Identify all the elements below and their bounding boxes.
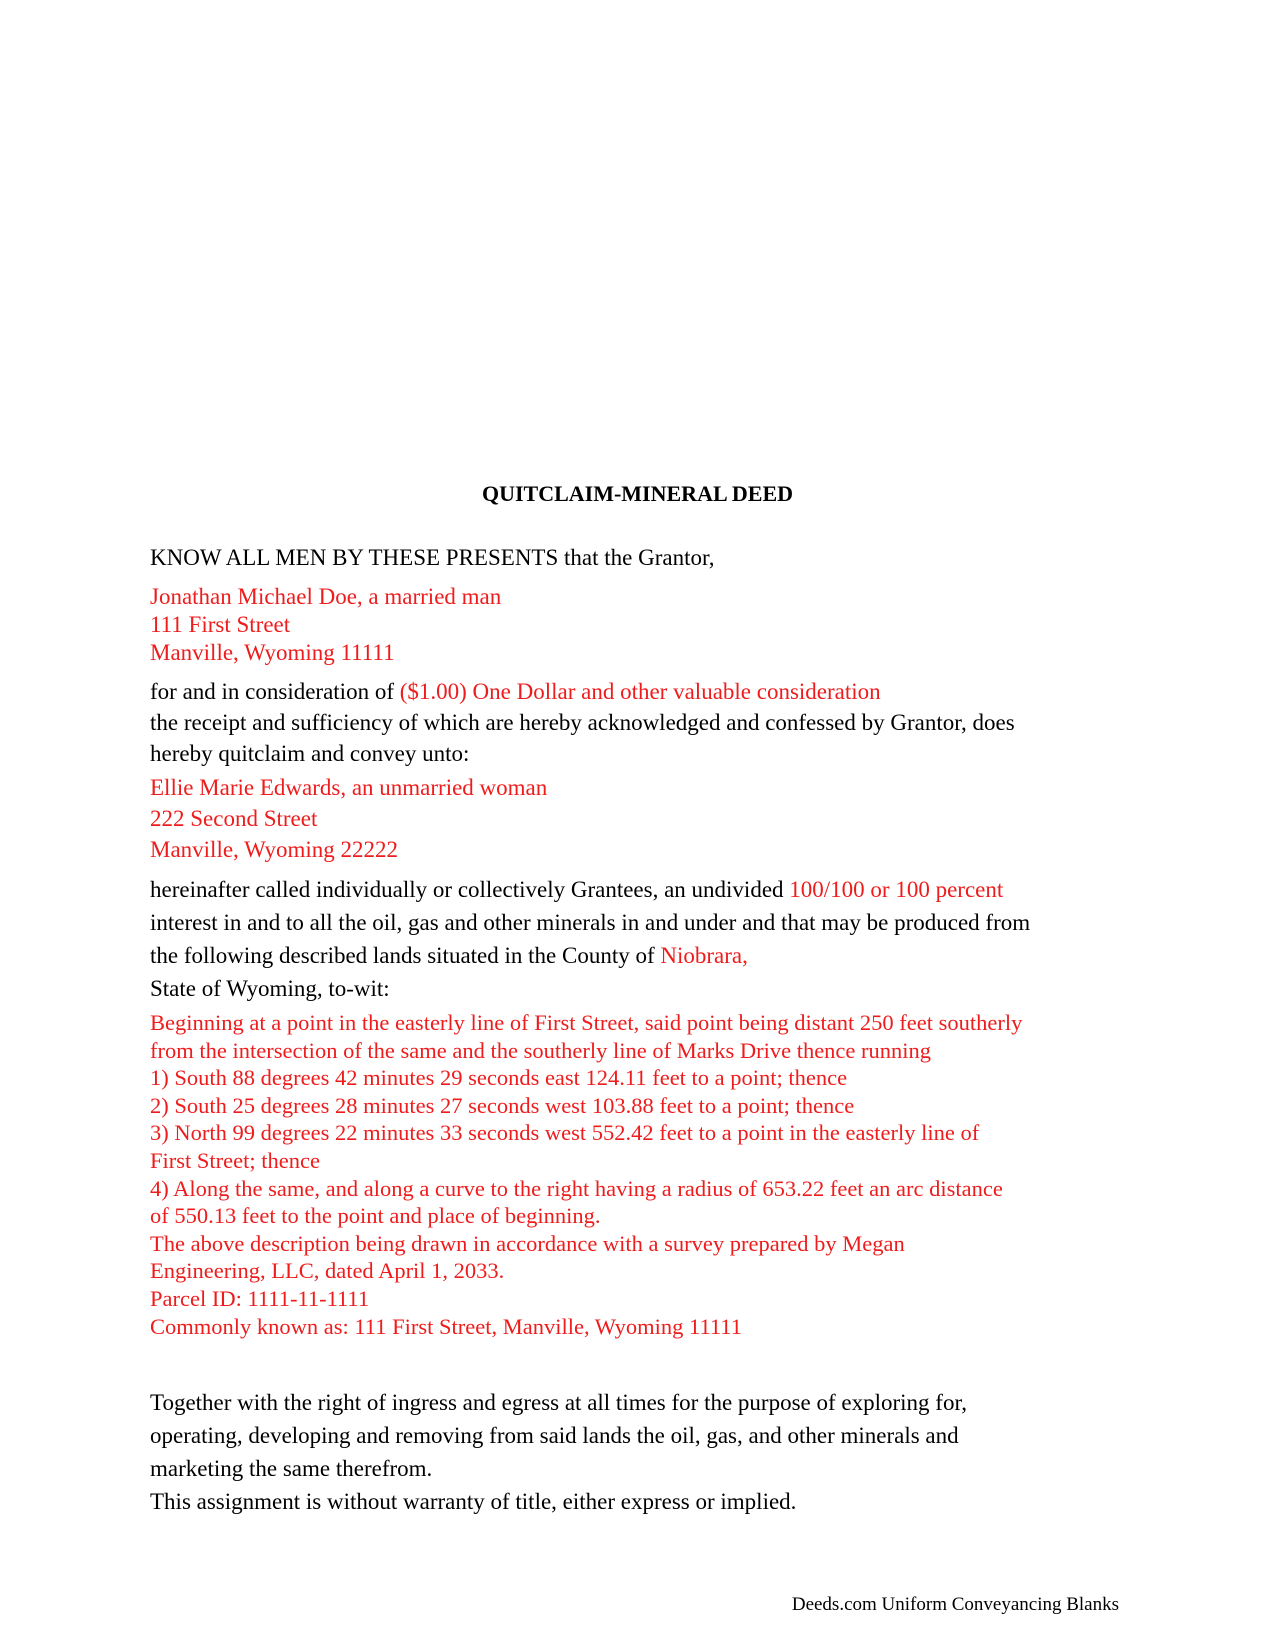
- legal-line: from the intersection of the same and the southerly line of Marks Drive thence running: [150, 1037, 932, 1063]
- legal-line: Beginning at a point in the easterly line of First Street, said point being distant 250 feet southerly: [150, 1010, 1023, 1035]
- intro-text: KNOW ALL MEN BY THESE PRESENTS that the Grantor,: [150, 545, 715, 570]
- interest-line-3-prefix: the following described lands situated in the County of: [150, 943, 661, 968]
- grantor-street: 111 First Street: [150, 612, 291, 637]
- interest-line-4: State of Wyoming, to-wit:: [150, 976, 390, 1001]
- interest-line-2: interest in and to all the oil, gas and other minerals in and under and that may be produced from: [150, 910, 1031, 935]
- grantor-name: Jonathan Michael Doe, a married man: [150, 584, 502, 609]
- legal-line: The above description being drawn in accordance with a survey prepared by Megan: [150, 1230, 905, 1256]
- grantee-name: Ellie Marie Edwards, an unmarried woman: [150, 775, 548, 800]
- interest-line-3: [150, 939, 1150, 972]
- legal-description: [150, 1009, 1150, 1340]
- together-line: marketing the same therefrom.: [150, 1456, 433, 1481]
- footer-text: Deeds.com Uniform Conveyancing Blanks: [791, 1594, 1119, 1615]
- together-line: operating, developing and removing from said lands the oil, gas, and other minerals and: [150, 1423, 959, 1448]
- warranty-clause: This assignment is without warranty of title, either express or implied.: [150, 1489, 797, 1514]
- together-clause: [150, 1386, 1150, 1485]
- grantor-city: Manville, Wyoming 11111: [150, 640, 395, 665]
- common-address: Commonly known as: 111 First Street, Manville, Wyoming 11111: [150, 1313, 742, 1339]
- legal-line: Engineering, LLC, dated April 1, 2033.: [150, 1258, 505, 1284]
- consideration-line-3: hereby quitclaim and convey unto:: [150, 741, 470, 766]
- legal-line: 3) North 99 degrees 22 minutes 33 seconds west 552.42 feet to a point in the easterly line of: [150, 1120, 980, 1146]
- parcel-id: Parcel ID: 1111-11-1111: [150, 1285, 370, 1311]
- interest-share: 100/100 or 100 percent: [789, 877, 1004, 902]
- legal-line: 2) South 25 degrees 28 minutes 27 seconds west 103.88 feet to a point; thence: [150, 1092, 855, 1118]
- grantee-street: 222 Second Street: [150, 806, 318, 831]
- grantee-block: [150, 772, 1150, 865]
- grantee-city: Manville, Wyoming 22222: [150, 837, 398, 862]
- interest-block: [150, 873, 1150, 1005]
- grantor-block: [150, 583, 1150, 667]
- legal-line: 4) Along the same, and along a curve to the right having a radius of 653.22 feet an arc distance: [150, 1175, 1003, 1201]
- consideration-amount: ($1.00) One Dollar and other valuable consideration: [399, 679, 881, 704]
- together-line: Together with the right of ingress and egress at all times for the purpose of exploring for,: [150, 1390, 967, 1415]
- consideration-block: [150, 676, 1150, 769]
- consideration-line-2: the receipt and sufficiency of which are hereby acknowledged and confessed by Grantor, does: [150, 710, 1015, 735]
- interest-prefix: hereinafter called individually or collectively Grantees, an undivided: [150, 877, 790, 902]
- legal-line: of 550.13 feet to the point and place of beginning.: [150, 1203, 601, 1229]
- consideration-prefix: for and in consideration of: [150, 679, 400, 704]
- consideration-line: [150, 676, 1150, 707]
- county-name: Niobrara,: [660, 943, 748, 968]
- legal-line: First Street; thence: [150, 1147, 320, 1173]
- document-title: QUITCLAIM-MINERAL DEED: [481, 481, 794, 506]
- legal-line: 1) South 88 degrees 42 minutes 29 seconds east 124.11 feet to a point; thence: [150, 1065, 848, 1091]
- interest-line-1: [150, 873, 1150, 906]
